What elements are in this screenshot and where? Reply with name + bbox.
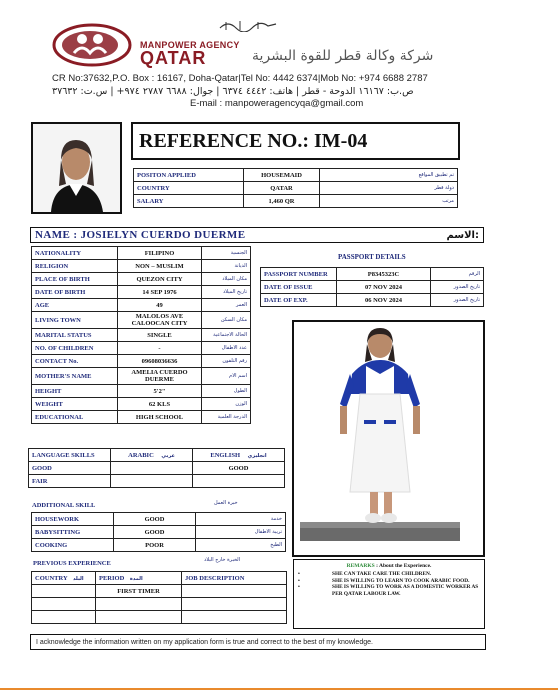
table-row	[32, 355, 251, 368]
personal-label-ar: عدد الاطفال	[202, 342, 251, 355]
expiry-date-value: 06 NOV 2024	[337, 294, 431, 307]
personal-label: NO. OF CHILDREN	[32, 342, 118, 355]
position-value: HOUSEMAID	[244, 169, 320, 182]
table-row	[32, 598, 287, 611]
personal-label: HEIGHT	[32, 385, 118, 398]
personal-label-ar: الوزن	[202, 398, 251, 411]
table-row	[134, 182, 458, 195]
passport-number-ar: الرقم	[431, 268, 484, 281]
table-row	[29, 475, 285, 488]
acknowledgement-box	[30, 634, 486, 650]
expiry-date-label: DATE OF EXP.	[261, 294, 337, 307]
remark-text: SHE IS WILLING TO WORK AS A DOMESTIC WORKER AS PER QATAR LABOUR LAW.	[332, 584, 479, 597]
profile-photo	[31, 122, 122, 214]
passport-table	[260, 267, 484, 307]
agency-name-ar: شركة وكالة قطر للقوة البشرية	[252, 48, 434, 64]
col-period-ar: المدة	[129, 575, 143, 582]
col-job: JOB DESCRIPTION	[182, 572, 287, 585]
passport-number-value: P8345323C	[337, 268, 431, 281]
personal-value: 14 SEP 1976	[118, 286, 202, 299]
table-row	[261, 294, 484, 307]
list-item: • SHE IS WILLING TO WORK AS A DOMESTIC WORKER AS PER QATAR LABOUR LAW.	[298, 584, 479, 597]
calligraphy-emblem	[218, 18, 278, 32]
table-row	[29, 449, 285, 462]
country-label: COUNTRY	[134, 182, 244, 195]
experience-cell	[32, 585, 96, 598]
housework-value: GOOD	[114, 513, 196, 526]
table-row	[32, 273, 251, 286]
language-row2-english	[193, 475, 285, 488]
first-timer: FIRST TIMER	[96, 585, 182, 598]
babysitting-value: GOOD	[114, 526, 196, 539]
country-value: QATAR	[244, 182, 320, 195]
table-row	[29, 462, 285, 475]
housework-label: HOUSEWORK	[32, 513, 114, 526]
personal-label: CONTACT No.	[32, 355, 118, 368]
personal-label: PLACE OF BIRTH	[32, 273, 118, 286]
personal-value: FILIPINO	[118, 247, 202, 260]
country-column-header	[32, 572, 96, 585]
experience-cell	[182, 611, 287, 624]
col-country-ar: البلد	[73, 575, 84, 582]
personal-value: 09608036636	[118, 355, 202, 368]
position-table	[133, 168, 458, 208]
language-row1-arabic	[111, 462, 193, 475]
table-row	[32, 312, 251, 329]
arabic-label: ARABIC	[128, 451, 154, 459]
personal-table	[31, 246, 251, 424]
table-row	[261, 268, 484, 281]
english-label-ar: انجليزي	[247, 452, 267, 459]
remarks-title-suffix: : About the Experience.	[376, 563, 432, 569]
agency-logo	[52, 21, 132, 67]
experience-cell	[32, 598, 96, 611]
expiry-date-ar: تاريخ الصدور	[431, 294, 484, 307]
personal-label: AGE	[32, 299, 118, 312]
table-row	[32, 585, 287, 598]
personal-value: 49	[118, 299, 202, 312]
table-row	[32, 385, 251, 398]
personal-value: SINGLE	[118, 329, 202, 342]
col-country: COUNTRY	[35, 574, 68, 582]
personal-label-ar: العمر	[202, 299, 251, 312]
table-row	[32, 247, 251, 260]
babysitting-ar: تربية الاطفال	[196, 526, 286, 539]
english-column-header	[193, 449, 285, 462]
personal-label: LIVING TOWN	[32, 312, 118, 329]
agency-name-en: MANPOWER AGENCY	[140, 40, 240, 50]
applicant-name: NAME : JOSIELYN CUERDO DUERME	[35, 229, 246, 241]
table-row	[261, 281, 484, 294]
personal-value: NON – MUSLIM	[118, 260, 202, 273]
english-label: ENGLISH	[210, 451, 240, 459]
salary-ar: مرتب	[320, 195, 458, 208]
language-skills-label: LANGUAGE SKILLS	[29, 449, 111, 462]
issue-date-label: DATE OF ISSUE	[261, 281, 337, 294]
additional-skill-title: ADDITIONAL SKILL	[32, 502, 96, 509]
additional-skill-title-ar: خبرة العمل	[214, 500, 238, 506]
cooking-label: COOKING	[32, 539, 114, 552]
remarks-heading	[298, 563, 480, 569]
personal-label: MOTHER'S NAME	[32, 368, 118, 385]
table-row	[32, 299, 251, 312]
email-line: E-mail : manpoweragencyqa@gmail.com	[190, 98, 364, 109]
housework-ar: خدمة	[196, 513, 286, 526]
passport-number-label: PASSPORT NUMBER	[261, 268, 337, 281]
personal-label: WEIGHT	[32, 398, 118, 411]
table-row	[32, 286, 251, 299]
personal-label-ar: تاريخ الميلاد	[202, 286, 251, 299]
period-column-header	[96, 572, 182, 585]
contact-line-en: CR No:37632,P.O. Box : 16167, Doha-Qatar|Tel No: 4442 6374|Mob No: +974 6688 2787	[52, 73, 428, 84]
babysitting-label: BABYSITTING	[32, 526, 114, 539]
language-row1-english: GOOD	[193, 462, 285, 475]
language-row1-label: GOOD	[29, 462, 111, 475]
cooking-ar: الطبخ	[196, 539, 286, 552]
table-row	[32, 398, 251, 411]
reference-number: REFERENCE NO.: IM-04	[139, 129, 368, 152]
position-ar: تم تطبيق المواقع	[320, 169, 458, 182]
table-row	[32, 572, 287, 585]
issue-date-ar: تاريخ الصدور	[431, 281, 484, 294]
contact-line-ar: ص.ب: ١٦١٦٧ الدوحة - قطر | هاتف: ٤٤٤٢ ٦٣٧٤ | جوال: ٦٦٨٨ ٢٧٨٧ ٩٧٤+ | س.ت: ٣٧٦٣٢	[52, 86, 414, 97]
language-row2-arabic	[111, 475, 193, 488]
issue-date-value: 07 NOV 2024	[337, 281, 431, 294]
agency-brand: QATAR	[140, 48, 207, 68]
language-table	[28, 448, 285, 488]
table-row	[32, 260, 251, 273]
table-row	[32, 411, 251, 424]
list-item: • SHE IS WILLING TO LEARN TO COOK ARABIC FOOD.	[298, 577, 470, 584]
experience-cell	[182, 585, 287, 598]
personal-label: NATIONALITY	[32, 247, 118, 260]
previous-experience-title: PREVIOUS EXPERIENCE	[33, 560, 111, 567]
personal-value: AMELIA CUERDO DUERME	[118, 368, 202, 385]
personal-label-ar: الديانة	[202, 260, 251, 273]
remarks-box	[293, 559, 485, 629]
list-item: • SHE CAN TAKE CARE THE CHILDREN.	[298, 571, 432, 577]
acknowledgement-text: I acknowledge the information written on my application form is true and correct to the best of my knowledge.	[36, 638, 373, 646]
remarks-list	[298, 571, 480, 597]
country-ar: دولة قطر	[320, 182, 458, 195]
personal-value: HIGH SCHOOL	[118, 411, 202, 424]
personal-label-ar: الجنسية	[202, 247, 251, 260]
arabic-column-header	[111, 449, 193, 462]
passport-title: PASSPORT DETAILS	[338, 253, 406, 261]
personal-label-ar: مكان السكن	[202, 312, 251, 329]
experience-cell	[182, 598, 287, 611]
personal-label: MARITAL STATUS	[32, 329, 118, 342]
table-row	[32, 368, 251, 385]
personal-label-ar: رقم التلفون	[202, 355, 251, 368]
cooking-value: POOR	[114, 539, 196, 552]
col-period: PERIOD	[99, 574, 125, 582]
personal-value: 5'2"	[118, 385, 202, 398]
position-label: POSITON APPLIED	[134, 169, 244, 182]
salary-value: 1,460 QR	[244, 195, 320, 208]
personal-label: EDUCATIONAL	[32, 411, 118, 424]
personal-value: QUEZON CITY	[118, 273, 202, 286]
arabic-label-ar: عربي	[161, 452, 175, 459]
table-row	[32, 342, 251, 355]
name-label-ar: الاسم:	[446, 229, 479, 241]
experience-table	[31, 571, 287, 624]
full-body-photo	[292, 320, 485, 557]
personal-label-ar: مكان الميلاد	[202, 273, 251, 286]
reference-box	[131, 122, 460, 160]
previous-experience-title-ar: الخبرة خارج البلاد	[204, 557, 241, 563]
remarks-title: REMARKS	[346, 563, 375, 569]
footer-divider	[0, 688, 558, 690]
experience-cell	[96, 598, 182, 611]
salary-label: SALARY	[134, 195, 244, 208]
personal-value: -	[118, 342, 202, 355]
language-row2-label: FAIR	[29, 475, 111, 488]
experience-cell	[32, 611, 96, 624]
personal-label-ar: الدرجة العلمية	[202, 411, 251, 424]
personal-label-ar: اسم الام	[202, 368, 251, 385]
name-bar	[30, 227, 484, 243]
table-row	[32, 611, 287, 624]
remark-text: SHE CAN TAKE CARE THE CHILDREN.	[332, 571, 432, 577]
personal-value: MALOLOS AVE CALOOCAN CITY	[118, 312, 202, 329]
experience-cell	[96, 611, 182, 624]
table-row	[134, 195, 458, 208]
remark-text: SHE IS WILLING TO LEARN TO COOK ARABIC FOOD.	[332, 577, 470, 584]
table-row	[32, 539, 286, 552]
table-row	[134, 169, 458, 182]
personal-label: RELIGION	[32, 260, 118, 273]
personal-label-ar: الطول	[202, 385, 251, 398]
table-row	[32, 329, 251, 342]
table-row	[32, 513, 286, 526]
table-row	[32, 526, 286, 539]
personal-value: 62 KLS	[118, 398, 202, 411]
personal-label: DATE OF BIRTH	[32, 286, 118, 299]
personal-label-ar: الحالة الاجتماعية	[202, 329, 251, 342]
additional-skill-table	[31, 512, 286, 552]
